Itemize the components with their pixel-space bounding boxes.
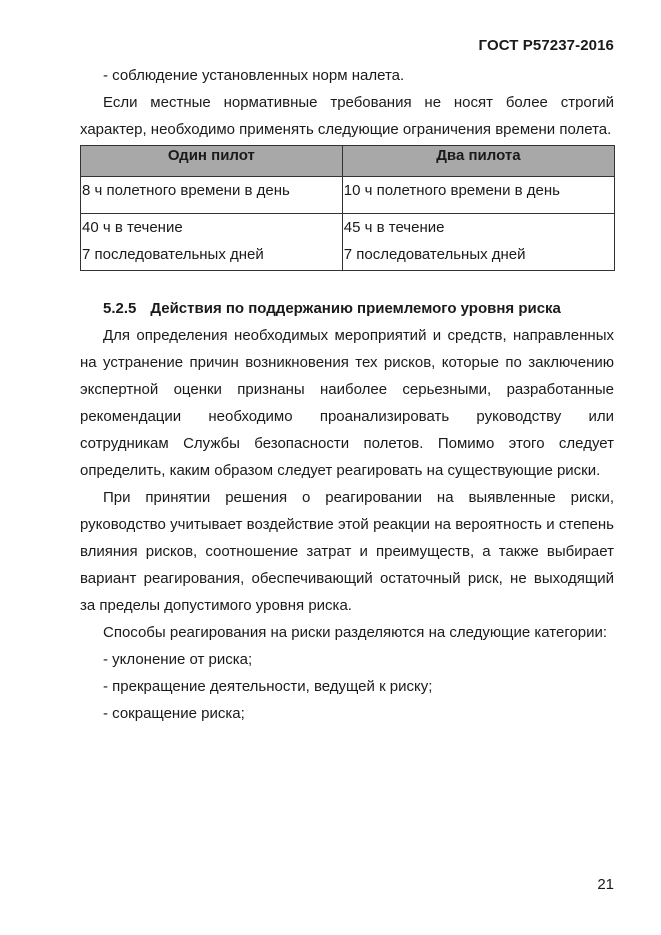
cell-text: 7 последовательных дней [343,246,526,263]
section-paragraph: При принятии решения о реагировании на выявленные риски, руководство учитывает воздействие этой реакции на вероятность и степень влияния рисков, соотношение затрат и преимуществ, а также выбирает вариант реагирования, обеспечивающий остаточный риск, не выходящий за пределы допустимого уровня риска. [80,489,614,614]
section-paragraph: Для определения необходимых мероприятий и средств, направленных на устранение причин возникновения тех рисков, которые по заключению экспертной оценки признаны наиболее серьезными, разработанные рекомендации необходимо проанализировать руководству или сотрудникам Службы безопасности полетов. Помимо этого следует определить, каким образом следует реагировать на существующие риски. [80,327,614,479]
page-content [80,62,614,727]
section-paragraph: Способы реагирования на риски разделяются на следующие категории: [103,624,608,641]
table-row [81,214,615,271]
cell-text: 10 ч полетного времени в день [343,182,560,199]
bullet-norms: - соблюдение установленных норм налета. [103,67,405,84]
page-number: 21 [597,876,614,893]
table-cell [342,214,614,271]
cell-text: 40 ч в течение [82,219,183,236]
cell-text: 7 последовательных дней [82,246,264,263]
table-row [81,177,615,214]
document-code: ГОСТ Р57237-2016 [478,37,614,54]
list-item: - сокращение риска; [103,705,245,722]
list-item: - уклонение от риска; [103,651,253,668]
cell-text: 8 ч полетного времени в день [82,182,290,199]
table-cell [342,177,614,214]
section-heading [80,295,614,322]
table-cell [81,177,343,214]
cell-text: 45 ч в течение [343,219,445,236]
paragraph-limits: Если местные нормативные требования не носят более строгий характер, необходимо применять следующие ограничения времени полета. [80,94,614,138]
list-item: - прекращение деятельности, ведущей к риску; [103,678,433,695]
table-header-two-pilots: Два пилота [342,146,614,177]
section-title: Действия по поддержанию приемлемого уровня риска [150,300,561,317]
section-number: 5.2.5 [103,300,137,317]
table-header-one-pilot: Один пилот [81,146,343,177]
table-cell [81,214,343,271]
flight-time-table [80,145,615,271]
